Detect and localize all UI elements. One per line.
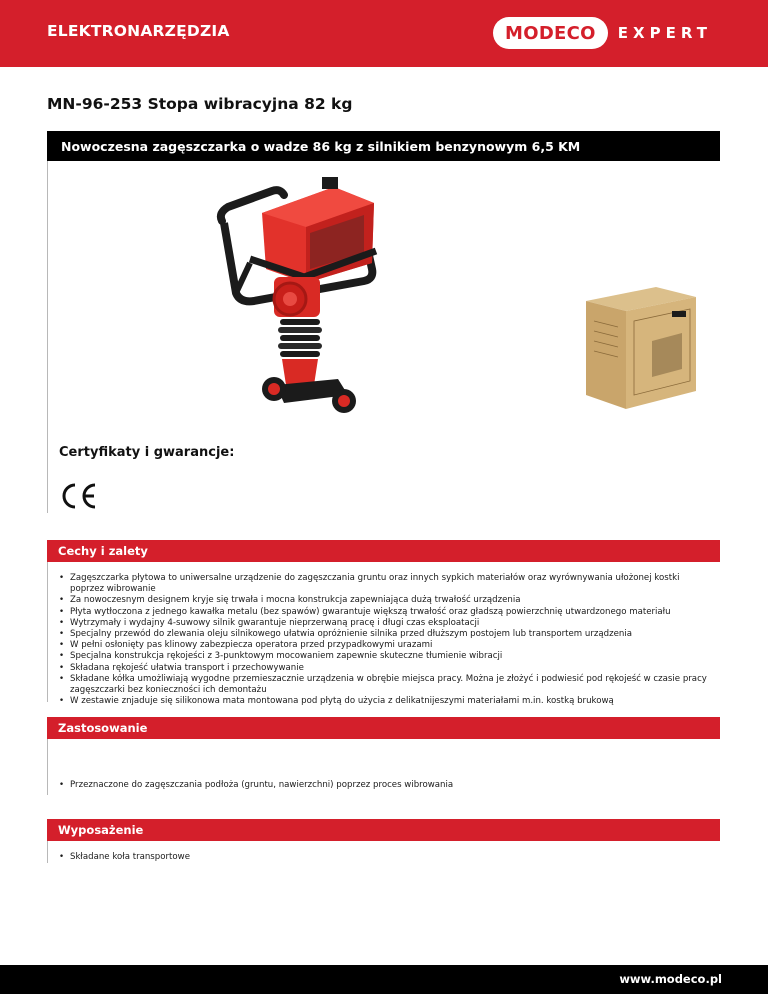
footer-bar — [0, 965, 768, 994]
header-bar — [0, 0, 768, 67]
features-heading: Cechy i zalety — [47, 540, 720, 562]
application-list — [58, 780, 713, 791]
list-item: • Płyta wytłoczona z jednego kawałka metalu (bez spawów) gwarantuje większą trwałość oraz gładszą powierzchnię utwardzonego materiału — [58, 607, 713, 618]
ce-mark-icon — [57, 481, 101, 511]
features-list — [58, 573, 713, 707]
equipment-divider — [47, 841, 48, 863]
equipment-list — [58, 852, 713, 863]
logo-brand-text: MODECO — [493, 17, 608, 49]
product-image-box — [578, 281, 702, 413]
category-label: ELEKTRONARZĘDZIA — [47, 22, 230, 40]
list-item: • Składane koła transportowe — [58, 852, 713, 863]
list-item: • Przeznaczone do zagęszczania podłoża (gruntu, nawierzchni) poprzez proces wibrowania — [58, 780, 713, 791]
gallery-divider — [47, 161, 48, 513]
list-item: • W zestawie znjaduje się silikonowa mata montowana pod płytą do użycia z delikatnijeszymi materiałami m.in. kostką brukową — [58, 696, 713, 707]
website-link[interactable]: www.modeco.pl — [619, 972, 722, 986]
product-image-rammer — [214, 173, 399, 418]
application-divider — [47, 739, 48, 795]
product-title: MN-96-253 Stopa wibracyjna 82 kg — [47, 95, 353, 113]
brand-logo[interactable] — [493, 17, 712, 49]
certificates-heading: Certyfikaty i gwarancje: — [59, 445, 235, 460]
list-item: • Zagęszczarka płytowa to uniwersalne urządzenie do zagęszczania gruntu oraz innych sypkich materiałów oraz wyrównywania ułożonej kostki poprzez wibrowanie — [58, 573, 713, 595]
equipment-heading: Wyposażenie — [47, 819, 720, 841]
list-item: • W pełni osłonięty pas klinowy zabezpiecza operatora przed przypadkowymi urazami — [58, 640, 713, 651]
list-item: • Składane kółka umożliwiają wygodne przemieszacznie urządzenia w obrębie miejsca pracy. Można je złożyć i podwiesić pod rękojeść w czasie pracy zagęszczarki bez konieczności ich demontażu — [58, 674, 713, 696]
list-item: • Wytrzymały i wydajny 4-suwowy silnik gwarantuje nieprzerwaną pracę i długi czas eksploatacji — [58, 618, 713, 629]
application-heading: Zastosowanie — [47, 717, 720, 739]
product-subtitle: Nowoczesna zagęszczarka o wadze 86 kg z silnikiem benzynowym 6,5 KM — [47, 131, 720, 161]
list-item: • Specjalna konstrukcja rękojeści z 3-punktowym mocowaniem zapewnie skuteczne tłumienie wibracji — [58, 651, 713, 662]
list-item: • Składana rękojeść ułatwia transport i przechowywanie — [58, 663, 713, 674]
list-item: • Za nowoczesnym designem kryje się trwała i mocna konstrukcja zapewniająca dużą trwałość urządzenia — [58, 595, 713, 606]
list-item: • Specjalny przewód do zlewania oleju silnikowego ułatwia opróżnienie silnika przed dłuższym postojem lub transportem urządzenia — [58, 629, 713, 640]
logo-suffix-text: EXPERT — [617, 24, 712, 42]
features-divider — [47, 562, 48, 702]
